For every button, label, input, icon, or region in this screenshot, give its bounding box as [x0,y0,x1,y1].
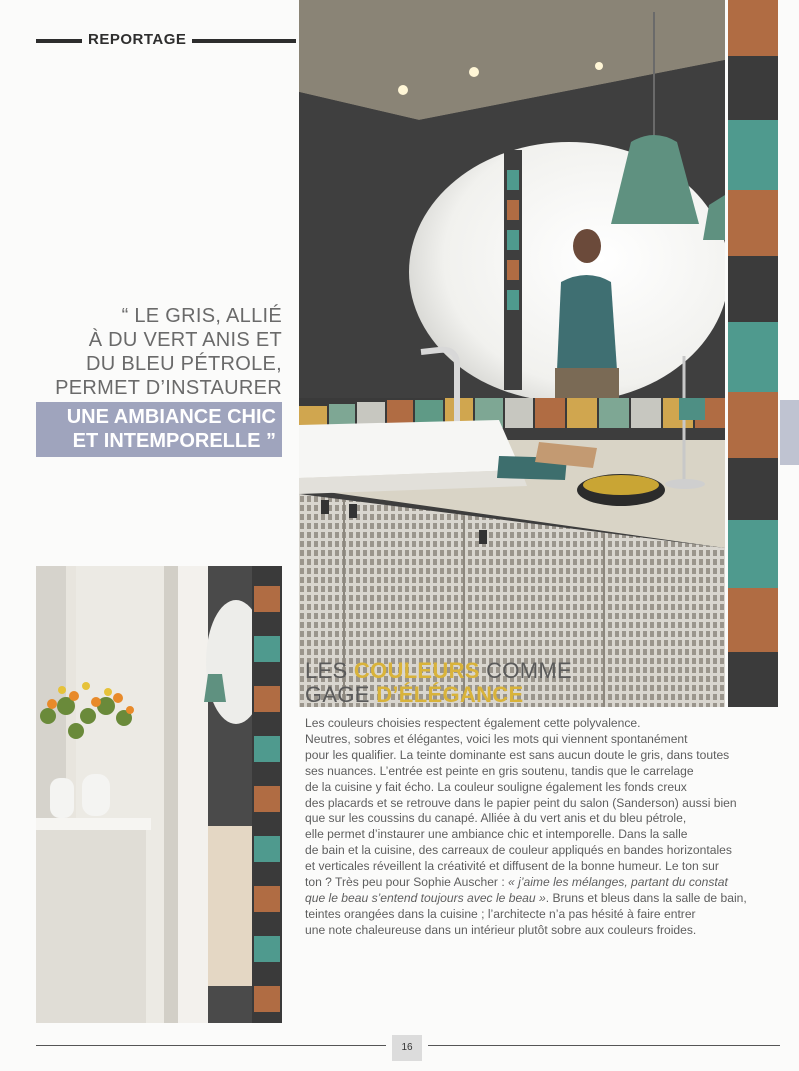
body-line: de bain et la cuisine, des carreaux de couleur appliqués en bandes horizontales [305,843,732,858]
body-line: teintes orangées dans la cuisine ; l’architecte n’a pas hésité à faire entrer [305,906,696,921]
article-heading-line2 [305,683,572,707]
pull-quote [36,304,282,457]
tile-strip [728,0,778,707]
bathroom-illustration [299,0,725,707]
header-rule-right [192,39,296,43]
pull-quote-line: DU BLEU PÉTROLE, [86,353,282,375]
body-line [305,891,755,907]
pull-quote-line: À DU VERT ANIS ET [88,329,282,351]
bathroom-photo [299,0,725,707]
body-line: ses nuances. L’entrée est peinte en gris soutenu, tandis que le carrelage [305,763,694,778]
footer-rule-left [36,1045,386,1046]
article-body [305,716,755,939]
body-text-run: . Bruns et bleus dans la salle de bain, [545,890,747,905]
page-edge-tab [780,400,799,465]
body-line: que sur les coussins du canapé. Alliée à du vert anis et du bleu pétrole, [305,811,687,826]
section-label: REPORTAGE [88,31,187,48]
body-line: pour les qualifier. La teinte dominante est sans aucun doute le gris, dans toutes [305,747,730,762]
heading-text: COMME [479,658,573,683]
pull-quote-line: “ LE GRIS, ALLIÉ [121,305,282,327]
page-number: 16 [392,1035,422,1061]
body-line: Neutres, sobres et élégantes, voici les mots qui viennent spontanément [305,731,688,746]
article-heading [305,659,572,707]
heading-text: LES [305,658,354,683]
body-line: des placards et se retrouve dans le papier peint du salon (Sanderson) aussi bien [305,795,737,810]
designer-quote: « j’aime les mélanges, partant du constat [508,875,728,890]
heading-accent: D’ÉLÉGANCE [376,682,524,707]
hallway-illustration [36,566,282,1023]
body-line: une note chaleureuse dans un intérieur plutôt sobre aux couleurs froides. [305,922,697,937]
heading-text: GAGE [305,682,377,707]
body-line: et verticales réveillent la créativité et diffusent de la bonne humeur. Le ton sur [305,859,719,874]
header-rule-left [36,39,82,43]
pull-quote-highlight-line: ET INTEMPORELLE ” [72,430,276,452]
footer-rule-right [428,1045,780,1046]
pull-quote-highlight-line: UNE AMBIANCE CHIC [66,406,276,428]
heading-accent: COULEURS [353,658,480,683]
pull-quote-line: PERMET D’INSTAURER [55,377,282,399]
body-line: de la cuisine y fait écho. La couleur souligne également les fonds creux [305,779,687,794]
body-line [305,875,755,891]
body-line: elle permet d’instaurer une ambiance chic et intemporelle. Dans la salle [305,827,688,842]
designer-quote: que le beau s’entend toujours avec le beau » [305,890,546,905]
body-line: Les couleurs choisies respectent également cette polyvalence. [305,716,641,730]
body-text-run: ton ? Très peu pour Sophie Auscher : [305,875,509,890]
pull-quote-highlight [36,402,282,457]
hallway-photo [36,566,282,1023]
article-heading-line1 [305,659,572,683]
